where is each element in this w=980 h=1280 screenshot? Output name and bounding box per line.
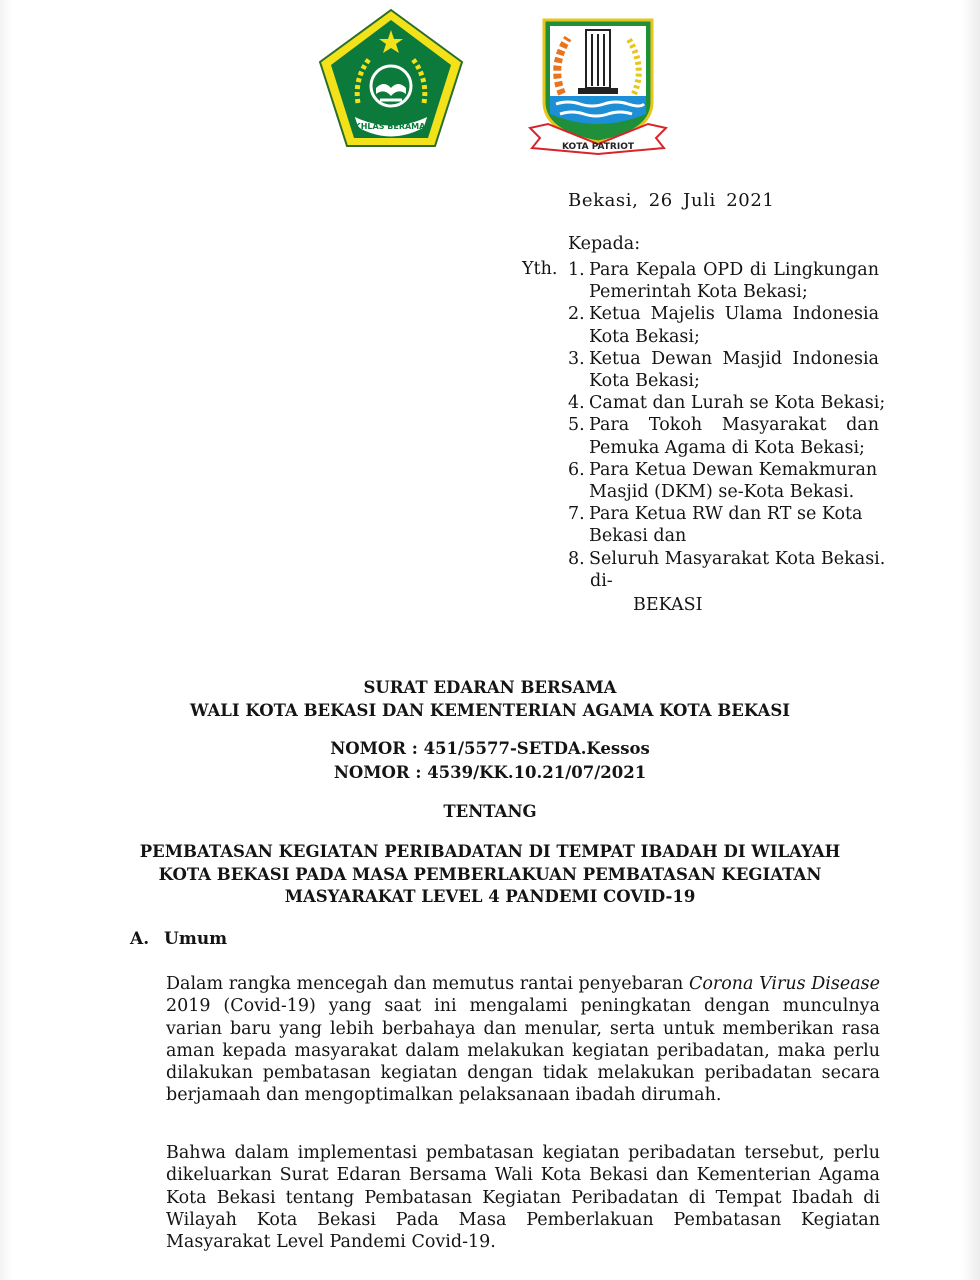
document-subtitle: WALI KOTA BEKASI DAN KEMENTERIAN AGAMA KOTA BEKASI — [190, 701, 790, 720]
document-number-1: NOMOR : 451/5577-SETDA.Kessos — [330, 739, 650, 758]
document-title: SURAT EDARAN BERSAMA — [363, 678, 617, 697]
section-a-paragraph-2: Bahwa dalam implementasi pembatasan kegiatan peribadatan tersebut, perlu dikeluarkan Surat Edaran Bersama Wali Kota Bekasi dan Kementerian Agama Kota Bekasi tentang Pembatasan Kegiatan Peribadatan di Tempat Ibadah di Wilayah Kota Bekasi Pada Masa Pemberlakuan Pembatasan Kegiatan Masyarakat Level Pandemi Covid-19. — [166, 1143, 880, 1253]
recipient-item: 2. Ketua Majelis Ulama Indonesia Kota Bekasi; — [568, 304, 879, 347]
recipient-item: 1. Para Kepala OPD di Lingkungan Pemerintah Kota Bekasi; — [568, 260, 879, 303]
recipient-list — [568, 259, 913, 616]
recipient-item: 6. Para Ketua Dewan Kemakmuran Masjid (DKM) se-Kota Bekasi. — [568, 459, 878, 503]
recipient-item: 5. Para Tokoh Masyarakat dan Pemuka Agama di Kota Bekasi; — [568, 415, 879, 458]
recipient-item: 7. Para Ketua RW dan RT se Kota Bekasi dan — [568, 504, 863, 547]
document-subject: PEMBATASAN KEGIATAN PERIBADATAN DI TEMPAT IBADAH DI WILAYAH KOTA BEKASI PADA MASA PEMBERLAKUAN PEMBATASAN KEGIATAN MASYARAKAT LEVEL 4 PANDEMI COVID-19 — [139, 842, 841, 906]
svg-text:KOTA PATRIOT: KOTA PATRIOT — [561, 142, 635, 152]
recipient-item: 8. Seluruh Masyarakat Kota Bekasi. — [568, 548, 886, 569]
letter-date: Bekasi, 26 Juli 2021 — [568, 190, 775, 211]
svg-text:IKHLAS BERAMAL: IKHLAS BERAMAL — [351, 122, 431, 131]
section-a-heading: A. Umum — [130, 929, 228, 949]
tentang-label: TENTANG — [443, 802, 537, 821]
kota-bekasi-coat-of-arms-logo — [528, 16, 668, 160]
addressee-intro: Kepada: — [568, 234, 641, 254]
document-number-2: NOMOR : 4539/KK.10.21/07/2021 — [333, 763, 647, 782]
kemenag-emblem-logo — [318, 8, 464, 150]
yth-label: Yth. — [522, 259, 558, 279]
recipient-item: 3. Ketua Dewan Masjid Indonesia Kota Bekasi; — [568, 348, 879, 392]
di-label: di- — [590, 570, 613, 591]
recipient-item: 4. Camat dan Lurah se Kota Bekasi; — [568, 393, 886, 414]
destination-city: BEKASI — [633, 595, 703, 616]
section-a-paragraph-1: Dalam rangka mencegah dan memutus rantai penyebaran Corona Virus Disease 2019 (Covid-19) yang saat ini mengalami peningkatan dengan munculnya varian baru yang lebih berbahaya dan menular, serta untuk memberikan rasa aman kepada masyarakat dalam melakukan kegiatan peribadatan, maka perlu dilakukan pembatasan kegiatan dengan tidak melakukan peribadatan secara berjamaah dan mengoptimalkan pelaksanaan ibadah dirumah. — [166, 974, 881, 1106]
